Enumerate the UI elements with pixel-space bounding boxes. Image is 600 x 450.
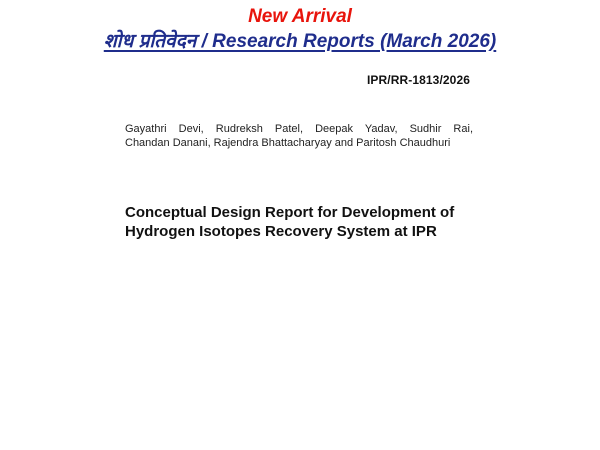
research-reports-heading: शोध प्रतिवेदन / Research Reports (March 2026) xyxy=(103,31,497,52)
report-authors xyxy=(125,122,473,150)
report-title xyxy=(125,203,495,241)
authors-line-2: Chandan Danani, Rajendra Bhattacharyay and Paritosh Chaudhuri xyxy=(125,137,451,149)
new-arrival-banner: New Arrival xyxy=(248,6,352,27)
report-title-line-2: Hydrogen Isotopes Recovery System at IPR xyxy=(125,223,437,240)
report-number: IPR/RR-1813/2026 xyxy=(367,73,470,87)
announcement-header xyxy=(0,6,600,54)
report-title-line-1: Conceptual Design Report for Development of xyxy=(125,204,455,221)
authors-line-1: Gayathri Devi, Rudreksh Patel, Deepak Yadav, Sudhir Rai, xyxy=(125,123,473,135)
